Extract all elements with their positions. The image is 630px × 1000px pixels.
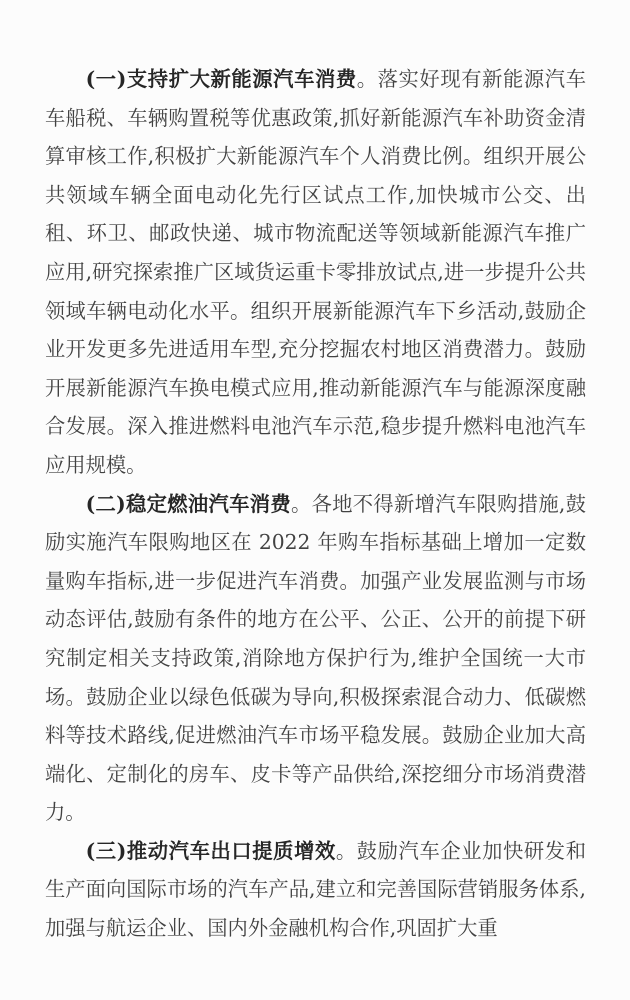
paragraph-2-heading: (二)稳定燃油汽车消费 <box>85 491 291 516</box>
paragraph-2 <box>45 485 586 832</box>
paragraph-1-heading: (一)支持扩大新能源汽车消费 <box>85 67 357 91</box>
paragraph-3-text: 。鼓励汽车企业加快研发和生产面向国际市场的汽车产品,建立和完善国际营销服务体系,加强与航运企业、国内外金融机构合作,巩固扩大重 <box>45 838 586 941</box>
paragraph-3 <box>45 832 586 948</box>
paragraph-1-text: 。落实好现有新能源汽车车船税、车辆购置税等优惠政策,抓好新能源汽车补助资金清算审核工作,积极扩大新能源汽车个人消费比例。组织开展公共领域车辆全面电动化先行区试点工作,加快城市公交、出租、环卫、邮政快递、城市物流配送等领域新能源汽车推广应用,研究探索推广区域货运重卡零排放试点,进一步提升公共领域车辆电动化水平。组织开展新能源汽车下乡活动,鼓励企业开发更多先进适用车型,充分挖掘农村地区消费潜力。鼓励开展新能源汽车换电模式应用,推动新能源汽车与能源深度融合发展。深入推进燃料电池汽车示范,稳步提升燃料电池汽车应用规模。 <box>45 67 586 477</box>
paragraph-2-text: 。各地不得新增汽车限购措施,鼓励实施汽车限购地区在 2022 年购车指标基础上增加一定数量购车指标,进一步促进汽车消费。加强产业发展监测与市场动态评估,鼓励有条件的地方在公平、公正、公开的前提下研究制定相关支持政策,消除地方保护行为,维护全国统一大市场。鼓励企业以绿色低碳为导向,积极探索混合动力、低碳燃料等技术路线,促进燃油汽车市场平稳发展。鼓励企业加大高端化、定制化的房车、皮卡等产品供给,深挖细分市场消费潜力。 <box>45 491 586 825</box>
document-body <box>45 60 586 948</box>
paragraph-1 <box>45 60 586 485</box>
paragraph-3-heading: (三)推动汽车出口提质增效 <box>85 838 336 863</box>
